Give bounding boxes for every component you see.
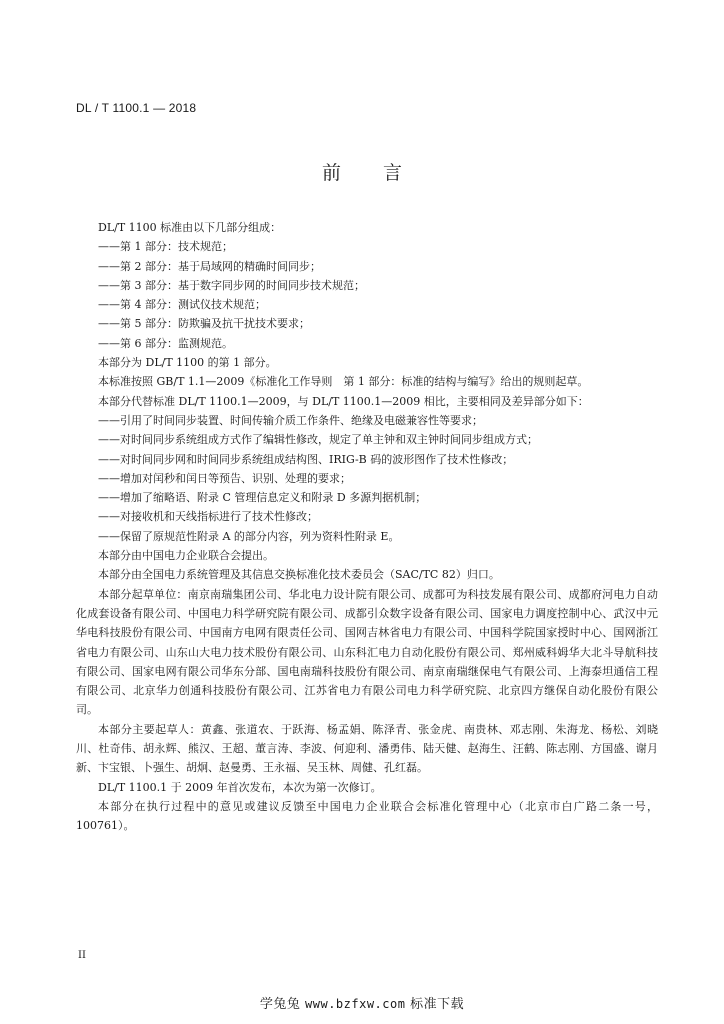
list-item: ——对接收机和天线指标进行了技术性修改； bbox=[98, 510, 318, 524]
paragraph: 本标准按照 GB/T 1.1—2009《标准化工作导则 第 1 部分：标准的结构与编写》给出的规则起草。 bbox=[98, 375, 589, 389]
paragraph: 本部分为 DL/T 1100 的第 1 部分。 bbox=[98, 356, 277, 370]
list-item: ——第 1 部分：技术规范； bbox=[98, 240, 233, 254]
footer-url-link[interactable]: www.bzfxw.com bbox=[305, 997, 406, 1011]
list-item: ——第 3 部分：基于数字同步网的时间同步技术规范； bbox=[98, 278, 365, 292]
footer-download-label: 标准下载 bbox=[410, 997, 465, 1012]
list-item: ——对时间同步系统组成方式作了编辑性修改，规定了单主钟和双主钟时间同步组成方式； bbox=[98, 433, 538, 447]
watermark-footer bbox=[0, 993, 724, 1012]
standard-code-header: DL / T 1100.1 — 2018 bbox=[76, 101, 197, 115]
page-number: II bbox=[78, 950, 86, 961]
paragraph: 本部分由中国电力企业联合会提出。 bbox=[98, 549, 274, 563]
paragraph: DL/T 1100 标准由以下几部分组成： bbox=[98, 221, 282, 234]
paragraph: 本部分在执行过程中的意见或建议反馈至中国电力企业联合会标准化管理中心（北京市白广路二条一号，100761）。 bbox=[76, 799, 658, 833]
list-item: ——第 5 部分：防欺骗及抗干扰技术要求； bbox=[98, 317, 310, 331]
paragraph: 本部分起草单位：南京南瑞集团公司、华北电力设计院有限公司、成都可为科技发展有限公司、成都府河电力自动化成套设备有限公司、中国电力科学研究院有限公司、成都引众数字设备有限公司、国家电力调度控制中心、武汉中元华电科技股份有限公司、中国南方电网有限责任公司、国网吉林省电力有限公司、中国科学院国家授时中心、国网浙江省电力有限公司、山东山大电力技术股份有限公司、山东科汇电力自动化股份有限公司、郑州威科姆华大北斗导航科技有限公司、国家电网有限公司华东分部、国电南瑞科技股份有限公司、南京南瑞继保电气有限公司、上海泰坦通信工程有限公司、北京华力创通科技股份有限公司、江苏省电力有限公司电力科学研究院、北京四方继保自动化股份有限公司。 bbox=[76, 587, 658, 717]
paragraph: DL/T 1100.1 于 2009 年首次发布，本次为第一次修订。 bbox=[98, 780, 382, 794]
list-item: ——增加了缩略语、附录 C 管理信息定义和附录 D 多源判据机制； bbox=[98, 491, 427, 505]
list-item: ——第 2 部分：基于局域网的精确时间同步； bbox=[98, 259, 321, 273]
list-item: ——第 4 部分：测试仪技术规范； bbox=[98, 298, 266, 312]
paragraph: 本部分主要起草人：黄鑫、张道农、于跃海、杨孟娟、陈泽青、张金虎、南贵林、邓志刚、朱海龙、杨松、刘晓川、杜奇伟、胡永辉、熊汉、王超、董言涛、李波、何迎利、潘勇伟、陆天健、赵海生、汪鹤、陈志刚、方国盛、谢月新、卞宝银、卜强生、胡炯、赵曼勇、王永福、吴玉林、周健、孔红磊。 bbox=[76, 722, 658, 775]
paragraph: 本部分代替标准 DL/T 1100.1—2009，与 DL/T 1100.1—2009 相比，主要相同及差异部分如下： bbox=[98, 394, 589, 408]
list-item: ——对时间同步网和时间同步系统组成结构图、IRIG-B 码的波形图作了技术性修改； bbox=[98, 452, 514, 466]
list-item: ——保留了原规范性附录 A 的部分内容，列为资料性附录 E。 bbox=[98, 529, 400, 543]
list-item: ——增加对闰秒和闰日等预告、识别、处理的要求； bbox=[98, 471, 351, 485]
footer-site-name: 学兔兔 bbox=[259, 997, 301, 1012]
list-item: ——第 6 部分：监测规范。 bbox=[98, 336, 233, 350]
list-item: ——引用了时间同步装置、时间传输介质工作条件、绝缘及电磁兼容性等要求； bbox=[98, 413, 483, 427]
page-title: 前 言 bbox=[321, 162, 421, 184]
foreword-body bbox=[76, 218, 658, 836]
paragraph: 本部分由全国电力系统管理及其信息交换标准化技术委员会（SAC/TC 82）归口。 bbox=[98, 568, 500, 582]
